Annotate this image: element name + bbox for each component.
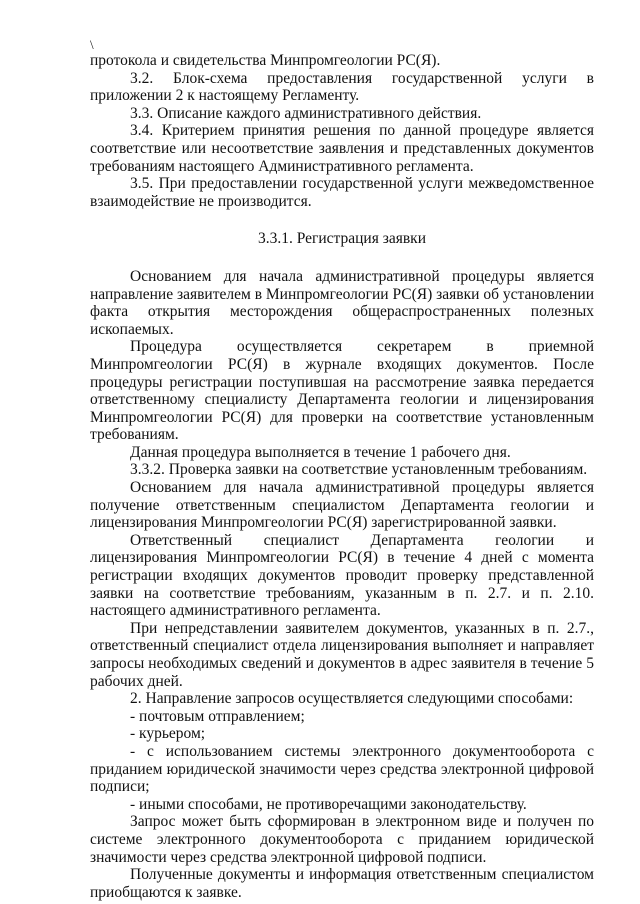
list-item: - иными способами, не противоречащими законодательству.: [130, 795, 527, 813]
paragraph: Основанием для начала административной процедуры является направление заявителем в Минпромгеологии РС(Я) заявки об установлении факта открытия месторождения общераспространенных полезных ископаемых.: [90, 267, 594, 338]
paragraph: При непредставлении заявителем документов, указанных в п. 2.7., ответственный специалист отдела лицензирования выполняет и направляет запросы необходимых сведений и документов в адрес заявителя в течение 5 рабочих дней.: [90, 619, 594, 690]
paragraph: Запрос может быть сформирован в электронном виде и получен по системе электронного документооборота с приданием юридической значимости через средства электронной цифровой подписи.: [90, 813, 594, 866]
paragraph: Данная процедура выполняется в течение 1 рабочего дня.: [130, 443, 511, 461]
list-item: - курьером;: [130, 725, 206, 743]
page-mark: \: [90, 37, 94, 52]
paragraph: 2. Направление запросов осуществляется следующими способами:: [130, 690, 574, 708]
paragraph: протокола и свидетельства Минпромгеологии РС(Я).: [90, 52, 441, 69]
list-item: - с использованием системы электронного документооборота с приданием юридической значимости через средства электронной цифровой подписи;: [90, 742, 594, 796]
paragraph: 3.5. При предоставлении государственной услуги межведомственное взаимодействие не производится.: [90, 175, 594, 210]
list-item: - почтовым отправлением;: [130, 707, 305, 725]
paragraph: Ответственный специалист Департамента геологии и лицензирования Минпромгеологии РС(Я) в течение 4 дней с момента регистрации входящих документов проводит проверку представленной заявки на соответствие требованиям, указанным в п. 2.7. и п. 2.10. настоящего административного регламента.: [90, 531, 594, 620]
subsection-heading: 3.3.2. Проверка заявки на соответствие установленным требованиям.: [130, 461, 588, 479]
paragraph: 3.2. Блок-схема предоставления государственной услуги в приложении 2 к настоящему Регламенту.: [90, 69, 594, 105]
paragraph: Полученные документы и информация ответственным специалистом приобщаются к заявке.: [90, 866, 594, 901]
paragraph: 3.4. Критерием принятия решения по данной процедуре является соответствие или несоответствие заявления и представленных документов требованиям настоящего Административного регламента.: [90, 122, 594, 175]
section-heading: 3.3.1. Регистрация заявки: [257, 230, 427, 248]
paragraph: Основанием для начала административной процедуры является получение ответственным специалистом Департамента геологии и лицензирования Минпромгеологии РС(Я) зарегистрированной заявки.: [90, 479, 594, 532]
paragraph: 3.3. Описание каждого административного действия.: [130, 104, 482, 122]
document-body: [90, 52, 594, 901]
paragraph: Процедура осуществляется секретарем в приемной Минпромгеологии РС(Я) в журнале входящих документов. После процедуры регистрации поступившая на рассмотрение заявка передается ответственному специалисту Департамента геологии и лицензирования Минпромгеологии РС(Я) для проверки на соответствие установленным требованиям.: [90, 338, 594, 444]
